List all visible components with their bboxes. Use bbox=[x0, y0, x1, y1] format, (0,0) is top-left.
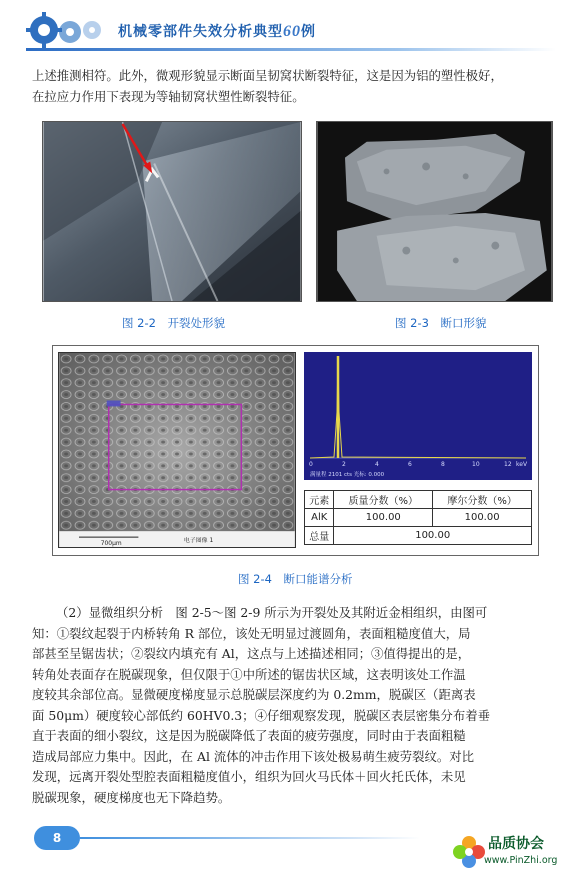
flower-logo-icon bbox=[452, 835, 486, 869]
composition-table bbox=[304, 490, 532, 545]
table-cell: AlK bbox=[305, 509, 334, 527]
table-total-label: 总量 bbox=[305, 527, 334, 545]
header-title-number: 60 bbox=[283, 23, 301, 40]
table-total-row bbox=[305, 527, 532, 545]
page-number: 8 bbox=[34, 826, 80, 850]
table-cell: 100.00 bbox=[334, 509, 433, 527]
body-line: 转角处表面存在脱碳现象，但仅限于①中所述的锯齿状区域，这表明该处工作温 bbox=[32, 666, 466, 682]
body-line: 脱碳现象，硬度梯度也无下降趋势。 bbox=[32, 789, 231, 805]
sem-image-label: 电子图像 1 bbox=[183, 537, 214, 545]
header-divider bbox=[26, 48, 556, 51]
body-line: 度较其余部位高。显微硬度梯度显示总脱碳层深度约为 0.2mm，脱碳区（距离表 bbox=[32, 687, 476, 702]
spectrum-unit: keV bbox=[516, 461, 528, 468]
intro-paragraph bbox=[32, 66, 544, 107]
spectrum-info: 满量程 2101 cts 光标: 0.000 bbox=[310, 472, 385, 478]
table-cell: 100.00 bbox=[433, 509, 532, 527]
gear-logo-icon bbox=[26, 10, 110, 48]
spectrum-tick: 2 bbox=[342, 461, 346, 468]
spectrum-tick: 10 bbox=[472, 461, 480, 468]
brand-url: www.PinZhi.org bbox=[484, 855, 558, 866]
fracture-surface-photo bbox=[316, 121, 553, 302]
body-line: 面 50μm）硬度较心部低约 60HV0.3；④仔细观察发现，脱碳区表层密集分布着垂 bbox=[32, 707, 490, 723]
brand-name: 品质协会 bbox=[488, 836, 544, 852]
spectrum-tick: 6 bbox=[408, 461, 412, 468]
figure-2-2-caption: 图 2-2 开裂处形貌 bbox=[122, 316, 225, 330]
table-header: 摩尔分数（%） bbox=[433, 491, 532, 509]
body-line: 知：①裂纹起裂于内桥转角 R 部位，该处无明显过渡圆角，表面粗糙度值大，局 bbox=[32, 625, 471, 641]
sem-scale-label: 700μm bbox=[100, 540, 122, 548]
figure-2-4-caption: 图 2-4 断口能谱分析 bbox=[238, 572, 353, 586]
brand-watermark bbox=[452, 833, 572, 873]
body-line: （2）显微组织分析 图 2-5～图 2-9 所示为开裂处及其附近金相组织，由图可 bbox=[56, 605, 488, 620]
spectrum-tick: 4 bbox=[375, 461, 379, 468]
body-paragraph bbox=[32, 603, 544, 808]
table-header-row bbox=[305, 491, 532, 509]
body-line: 发现，远离开裂处型腔表面粗糙度值小，组织为回火马氏体＋回火托氏体，未见 bbox=[32, 769, 466, 784]
eds-spectrum-chart bbox=[304, 352, 532, 480]
footer-divider bbox=[80, 837, 420, 839]
crack-location-photo bbox=[42, 121, 302, 302]
figure-2-3-caption: 图 2-3 断口形貌 bbox=[395, 316, 487, 330]
intro-line: 在拉应力作用下表现为等轴韧窝状塑性断裂特征。 bbox=[32, 88, 305, 104]
spectrum-tick: 8 bbox=[441, 461, 445, 468]
body-line: 造成局部应力集中。因此，在 Al 流体的冲击作用下该处极易萌生疲劳裂纹。对比 bbox=[32, 748, 475, 764]
intro-line: 上述推测相符。此外，微观形貌显示断面呈韧窝状断裂特征，这是因为铝的塑性极好， bbox=[32, 68, 503, 83]
body-line: 部甚至呈锯齿状；②裂纹内填充有 Al，这点与上述描述相同；③值得提出的是， bbox=[32, 646, 471, 661]
spectrum-tick: 12 bbox=[504, 461, 512, 468]
table-header: 元素 bbox=[305, 491, 334, 509]
table-total-value: 100.00 bbox=[334, 527, 532, 545]
header-title: 机械零部件失效分析典型60例 bbox=[118, 23, 316, 40]
page-header bbox=[26, 8, 556, 52]
spectrum-tick: 0 bbox=[309, 461, 313, 468]
body-line: 直于表面的细小裂纹，这是因为脱碳降低了表面的疲劳强度，同时由于表面粗糙 bbox=[32, 728, 466, 743]
header-title-suffix: 例 bbox=[301, 24, 316, 40]
table-row bbox=[305, 509, 532, 527]
sem-image bbox=[58, 352, 296, 548]
table-header: 质量分数（%） bbox=[334, 491, 433, 509]
